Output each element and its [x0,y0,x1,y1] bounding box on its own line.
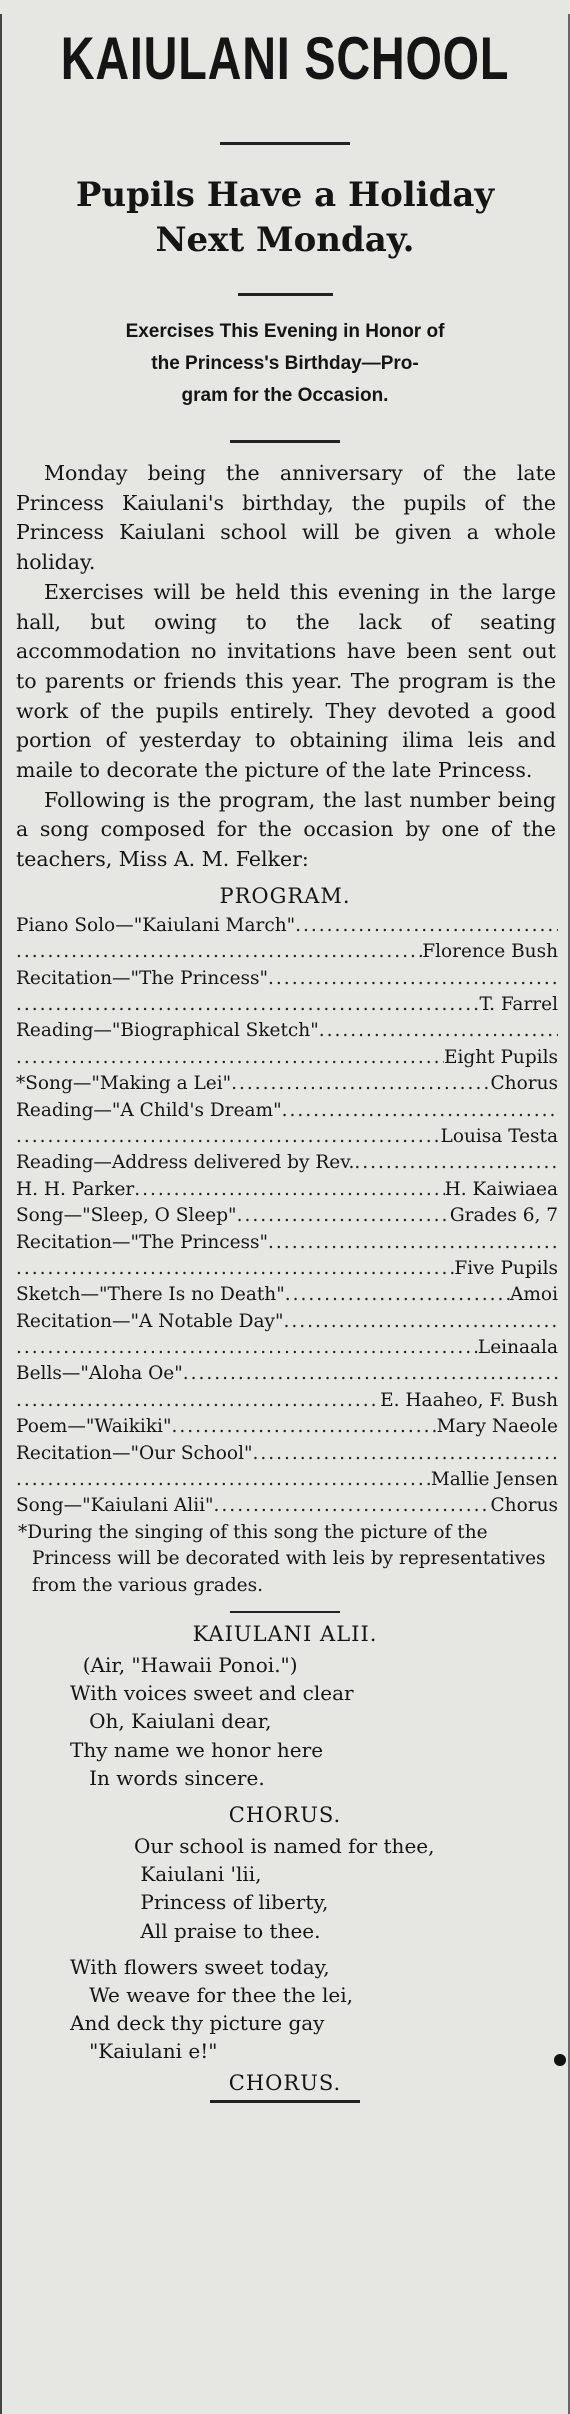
article-paragraph-3: Following is the program, the last number being a song composed for the occasion by one of the teachers, Miss A. M. Felker: [16,787,556,872]
program-line-left: Recitation—"Our School" [16,1442,253,1464]
leader-dots [319,1018,558,1044]
program-line-right: Five Pupils [454,1257,558,1279]
program-line-right: E. Haaheo, F. Bush [380,1389,558,1411]
program-line-left: Song—"Sleep, O Sleep" [16,1205,237,1227]
program-line-right: Grades 6, 7 [449,1205,558,1227]
leader-dots [16,1256,454,1282]
deck-line-1: Exercises This Evening in Honor of [125,321,445,342]
song-verse-1: (Air, "Hawaii Ponoi.") With voices sweet and clear Oh, Kaiulani dear, Thy name we honor here In words sincere. [70,1653,354,1790]
program-line [16,992,558,1018]
leader-dots [295,913,558,939]
program-line-left: Bells—"Aloha Oe" [16,1363,183,1385]
leader-dots [231,1071,490,1097]
program-line [16,1203,558,1229]
leader-dots [171,1414,436,1440]
program-line-right: Leinaala [477,1337,558,1359]
program-line [16,1124,558,1150]
leader-dots [16,1124,441,1150]
program-line [16,966,558,992]
leader-dots [214,1493,491,1519]
program-line-right: Mallie Jensen [430,1469,558,1491]
program-line [16,1309,558,1335]
program-line-left: Reading—"Biographical Sketch" [16,1020,319,1042]
program-line [16,1150,558,1176]
program-line-left: Reading—"A Child's Dream" [16,1099,282,1121]
leader-dots [16,1467,431,1493]
program-line-right: Chorus [490,1073,558,1095]
article-paragraph-1: Monday being the anniversary of the late Princess Kaiulani's birthday, the pupils of the Princess Kaiulani school will be given a whole holiday. [16,461,556,575]
leader-dots [16,1045,444,1071]
article-paragraph-2: Exercises will be held this evening in the large hall, but owing to the lack of seating accommodation no invitations have been sent out to parents or friends this year. The program is the work of the pupils entirely. They devoted a good portion of yesterday to obtaining ilima leis and maile to decorate the picture of the late Princess. [16,579,556,783]
program-line [16,1441,558,1467]
program-line-left: Sketch—"There Is no Death" [16,1284,285,1306]
leader-dots [134,1177,444,1203]
leader-dots [183,1361,558,1387]
chorus-heading-1: CHORUS. [228,1803,342,1828]
program-line-right: Mary Naeole [436,1416,558,1438]
leader-dots [16,939,422,965]
deck-line-2: the Princess's Birthday—Pro- [151,353,419,374]
deck-line-3: gram for the Occasion. [181,385,389,406]
divider-rule [210,2100,360,2103]
ink-blot [554,2054,566,2066]
leader-dots [16,1335,478,1361]
leader-dots [253,1441,559,1467]
leader-dots [16,992,479,1018]
leader-dots [268,1230,558,1256]
song-heading: KAIULANI ALII. [192,1622,378,1647]
program-line-right: Florence Bush [422,941,558,963]
program-line-right: T. Farrel [479,994,558,1016]
program-line-left: *Song—"Making a Lei" [16,1073,232,1095]
program-line [16,1230,558,1256]
program-line-left: Recitation—"The Princess" [16,967,269,989]
program-line-left: Recitation—"A Notable Day" [16,1310,284,1332]
program-line [16,913,558,939]
leader-dots [354,1150,558,1176]
program-line [16,1177,558,1203]
newspaper-column [0,14,570,2414]
program-line [16,1335,558,1361]
leader-dots [282,1098,558,1124]
program-line [16,1388,558,1414]
leader-dots [283,1309,558,1335]
chorus-heading-2: CHORUS. [228,2070,342,2095]
program-line [16,1045,558,1071]
program-line-right: Amoi [510,1284,558,1306]
song-verse-2: With flowers sweet today, We weave for thee the lei, And deck thy picture gay "Kaiulani e!" [70,1954,353,2064]
leader-dots [16,1388,380,1414]
program-list [10,913,560,1520]
program-line-right: Chorus [490,1495,558,1517]
program-line [16,1098,558,1124]
program-footnote: *During the singing of this song the picture of the Princess will be decorated with leis by representatives from the various grades. [18,1521,546,1596]
program-line [16,1361,558,1387]
leader-dots [268,966,558,992]
program-line [16,1414,558,1440]
program-line [16,1493,558,1519]
subtitle-line-1: Pupils Have a Holiday [75,175,495,215]
program-line-right: Eight Pupils [443,1046,558,1068]
program-line-left: Piano Solo—"Kaiulani March" [16,914,296,936]
program-line-left: Poem—"Waikiki" [16,1416,172,1438]
headline-title: KAIULANI SCHOOL [60,25,510,92]
program-line-left: H. H. Parker [16,1178,135,1200]
program-heading: PROGRAM. [219,883,351,908]
program-line [16,1071,558,1097]
program-line [16,939,558,965]
program-line-right: H. Kaiwiaea [444,1178,558,1200]
program-line [16,1282,558,1308]
program-line [16,1467,558,1493]
program-line-right: Louisa Testa [440,1125,558,1147]
leader-dots [285,1282,510,1308]
program-line-left: Recitation—"The Princess" [16,1231,269,1253]
program-line [16,1018,558,1044]
leader-dots [237,1203,450,1229]
song-chorus: Our school is named for thee, Kaiulani 'lii, Princess of liberty, All praise to thee. [134,1834,435,1943]
program-line-left: Song—"Kaiulani Alii" [16,1495,214,1517]
subtitle-line-2: Next Monday. [155,220,415,260]
program-line [16,1256,558,1282]
program-line-left: Reading—Address delivered by Rev. [16,1152,355,1174]
